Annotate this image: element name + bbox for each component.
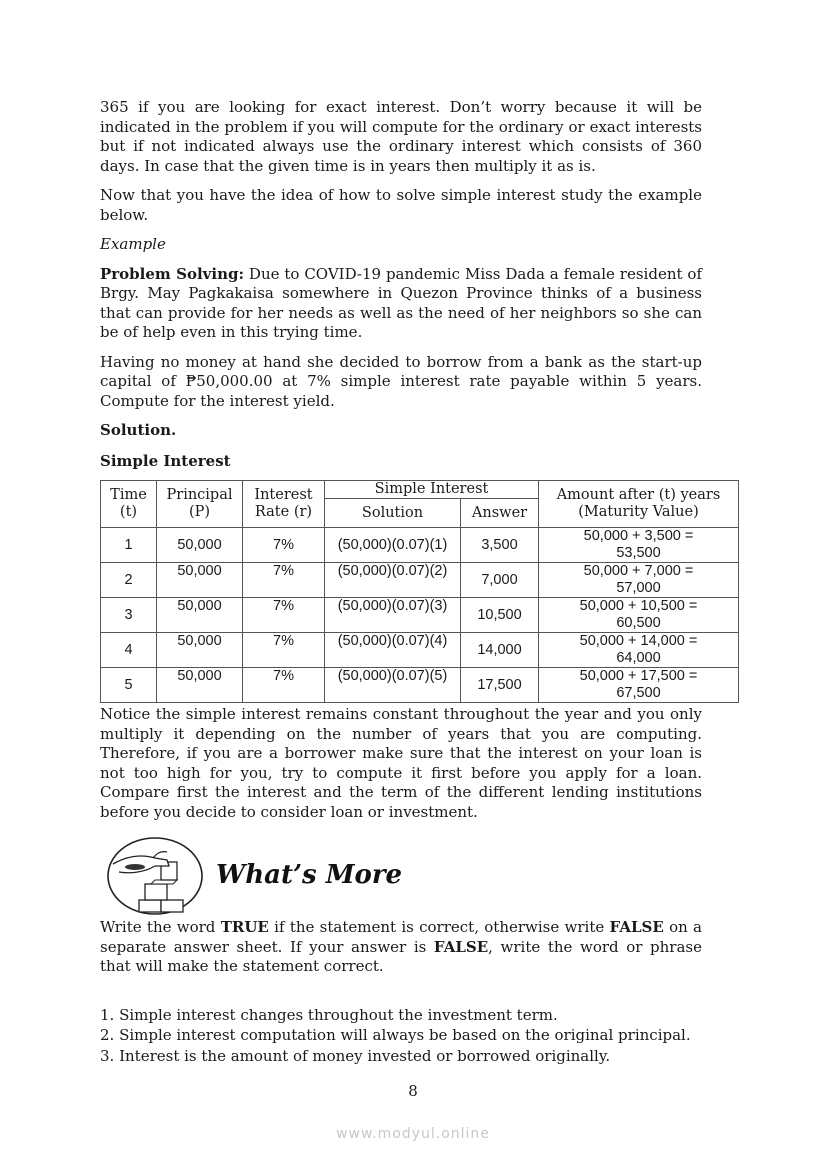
cell-rate: 7%	[243, 633, 325, 668]
cell-answer: 7,000	[461, 563, 539, 598]
cell-answer: 3,500	[461, 528, 539, 563]
cell-time: 4	[101, 633, 157, 668]
table-row	[101, 598, 739, 633]
cell-solution: (50,000)(0.07)(1)	[325, 528, 461, 563]
cell-amount: 50,000 + 3,500 = 53,500	[539, 528, 739, 563]
solution-label: Solution.	[100, 421, 177, 439]
cell-rate: 7%	[243, 598, 325, 633]
example-label: Example	[100, 235, 166, 253]
simple-interest-table	[100, 480, 739, 703]
cell-amount: 50,000 + 7,000 = 57,000	[539, 563, 739, 598]
intro-paragraph-2: Now that you have the idea of how to solve simple interest study the example below.	[100, 186, 702, 224]
notice-paragraph: Notice the simple interest remains constant throughout the year and you only multiply it depending on the number of years that you are computing. Therefore, if you are a borrower make sure that the interest on your loan is not too high for you, try to compute it first before you apply for a loan. Compare first the interest and the term of the different lending institutions before you decide to consider loan or investment.	[100, 705, 702, 821]
header-amount: Amount after (t) years (Maturity Value)	[539, 481, 739, 528]
statement-list	[100, 1005, 702, 1067]
problem-label: Problem Solving:	[100, 264, 245, 283]
problem-text: Due to COVID-19 pandemic Miss Dada a female resident of Brgy. May Pagkakaisa somewhere in Quezon Province thinks of a business that can provide for her needs as well as the need of her neighbors so she can be of help even in this trying time.	[100, 264, 702, 341]
cell-principal: 50,000	[157, 563, 243, 598]
list-item: 1. Simple interest changes throughout the investment term.	[100, 1005, 558, 1024]
cell-answer: 10,500	[461, 598, 539, 633]
cell-rate: 7%	[243, 668, 325, 703]
cell-time: 2	[101, 563, 157, 598]
list-item: 2. Simple interest computation will always be based on the original principal.	[100, 1026, 691, 1044]
cell-amount: 50,000 + 14,000 = 64,000	[539, 633, 739, 668]
cell-rate: 7%	[243, 563, 325, 598]
header-solution: Solution	[325, 499, 461, 528]
intro-paragraph-1: 365 if you are looking for exact interest. Don’t worry because it will be indicated in the problem if you will compute for the ordinary or exact interests but if not indicated always use the ordinary interest which consists of 360 days. In case that the given time is in years then multiply it as is.	[100, 98, 702, 175]
cell-principal: 50,000	[157, 528, 243, 563]
whats-more-header	[100, 834, 702, 934]
problem-paragraph	[100, 265, 702, 343]
page-content	[100, 98, 721, 1066]
cell-time: 1	[101, 528, 157, 563]
table-row	[101, 563, 739, 598]
cell-amount: 50,000 + 10,500 = 60,500	[539, 598, 739, 633]
watermark: www.modyul.online	[336, 1126, 490, 1142]
cell-solution: (50,000)(0.07)(5)	[325, 668, 461, 703]
page-number: 8	[408, 1082, 418, 1100]
whats-more-title: What’s More	[216, 860, 403, 890]
cell-principal: 50,000	[157, 598, 243, 633]
header-answer: Answer	[461, 499, 539, 528]
header-time: Time (t)	[101, 481, 157, 528]
header-principal: Principal (P)	[157, 481, 243, 528]
table-row	[101, 633, 739, 668]
loan-paragraph: Having no money at hand she decided to borrow from a bank as the start-up capital of ₱50,000.00 at 7% simple interest rate payable within 5 years. Compute for the interest yield.	[100, 352, 702, 410]
cell-principal: 50,000	[157, 633, 243, 668]
cell-time: 5	[101, 668, 157, 703]
table-row	[101, 528, 739, 563]
header-interest-rate: Interest Rate (r)	[243, 481, 325, 528]
hand-stacking-blocks-icon	[105, 834, 207, 916]
cell-answer: 17,500	[461, 668, 539, 703]
cell-answer: 14,000	[461, 633, 539, 668]
cell-rate: 7%	[243, 528, 325, 563]
cell-solution: (50,000)(0.07)(2)	[325, 563, 461, 598]
list-item: 3. Interest is the amount of money invested or borrowed originally.	[100, 1046, 611, 1065]
cell-solution: (50,000)(0.07)(4)	[325, 633, 461, 668]
whats-more-instructions: Write the word TRUE if the statement is correct, otherwise write FALSE on a separate answer sheet. If your answer is FALSE, write the word or phrase that will make the statement correct.	[100, 918, 703, 975]
table-row	[101, 668, 739, 703]
cell-amount: 50,000 + 17,500 = 67,500	[539, 668, 739, 703]
table-heading: Simple Interest	[100, 451, 231, 470]
cell-principal: 50,000	[157, 668, 243, 703]
header-simple-interest: Simple Interest	[325, 481, 539, 499]
cell-time: 3	[101, 598, 157, 633]
cell-solution: (50,000)(0.07)(3)	[325, 598, 461, 633]
